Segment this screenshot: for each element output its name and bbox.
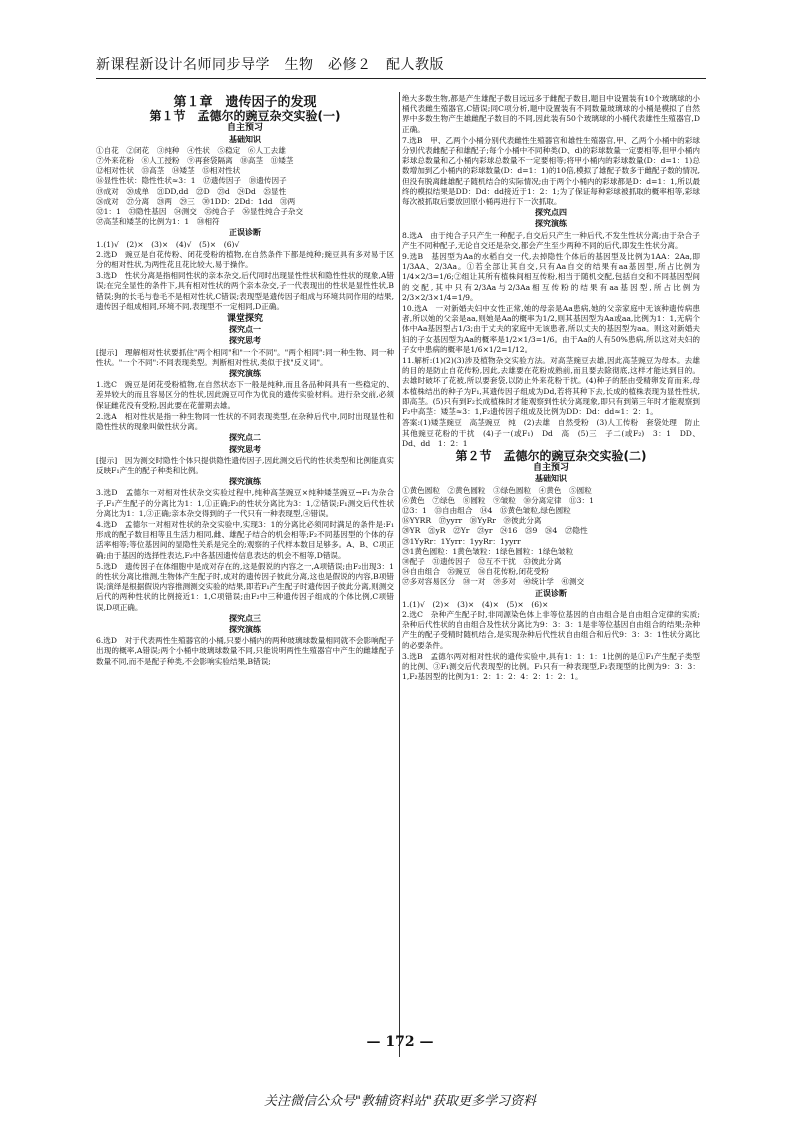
answer-paragraph: 3.选D 性状分离是指相同性状的亲本杂交,后代同时出现显性性状和隐性性状的现象,A错误;在完全显性的条件下,具有相对性状的两个亲本杂交,子一代表现出的性状是显性性状,B错误;狗的长毛与卷毛不是相对性状,C错误;表现型是遗传因子组成与环境共同作用的结果,遗传因子组成相同,环境不同,表现型不一定相同,D正确。 bbox=[96, 271, 394, 311]
heading-preview: 自主预习 bbox=[226, 123, 263, 134]
list-item: ㉖成对 ㉗分离 ㉘两 ㉙三 ㉚1DD：2Dd：1dd ㉛两 bbox=[96, 196, 296, 206]
answer-paragraph: 5.选D 遗传因子在体细胞中是成对存在的,这是假说的内容之一,A项错误;由F₂出现3：1的性状分离比推测,生物体产生配子时,成对的遗传因子彼此分离,这也是假说的内容,B项错误;演绎是根据假说内容推测测交实验的结果,即若F₁产生配子时遗传因子彼此分离,则测交后代的两种性状的比例接近1：1,C项错误;由F₂中三种遗传因子组成的个体比例,C项错误,D项正确。 bbox=[96, 561, 394, 612]
answer-paragraph: 绝大多数生物,都是产生雄配子数目远远多于雌配子数目,题目中设置装有10个玻璃球的小桶代表雌生殖器官,C错误;同C项分析,题中设置装有不同数量玻璃球的小桶是模拟了自然界中多数生物产生雄雌配子数目的不同,因此装有50个玻璃球的小桶代表雄性生殖器官,D正确。 bbox=[402, 94, 700, 134]
heading-explore-4: 探究点四 bbox=[535, 208, 567, 218]
heading-explore-3: 探究点三 bbox=[229, 613, 261, 623]
list-item: ⑫3：1 ⑬自由组合 ⑭4 ⑮黄色皱粒,绿色圆粒 bbox=[402, 505, 571, 515]
heading-think-2: 探究思考 bbox=[229, 444, 261, 454]
chapter-title: 第１章 遗传因子的发现 bbox=[173, 95, 317, 110]
list-item: ㉚配子 ㉛遗传因子 ㉜互不干扰 ㉝彼此分离 bbox=[402, 556, 562, 566]
list-item: ⑦外来花粉 ⑧人工授粉 ⑨再套袋隔离 ⑩高茎 ⑪矮茎 bbox=[96, 156, 294, 166]
section-title-2: 第２节 孟德尔的豌豆杂交实验(二) bbox=[455, 448, 647, 463]
answer-paragraph: 1.选C 豌豆是闭花受粉植物,在自然状态下一般是纯种,而且各品种间具有一些稳定的、差异较大的而且容易区分的性状,因此豌豆可作为优良的遗传实验材料。进行杂交前,必须保证雌花没有受粉,因此要在花蕾期去雄。 bbox=[96, 380, 394, 410]
list-item: ㉜1：1 ㉝隐性基因 ㉞测交 ㉟纯合子 ㊱显性纯合子杂交 bbox=[96, 207, 304, 217]
heading-explore-1: 探究点一 bbox=[229, 325, 261, 335]
tip-paragraph: [提示] 因为测交时隐性个体只提供隐性遗传因子,因此测交后代的性状类型和比例能真实反映F₁产生的配子种类和比例。 bbox=[96, 455, 394, 475]
section-title-1: 第１节 孟德尔的豌豆杂交实验(一) bbox=[149, 109, 341, 124]
right-column bbox=[402, 94, 700, 683]
list-item: ㊲多对容易区分 ㊳一对 ㊴多对 ㊵统计学 ㊶测交 bbox=[402, 577, 585, 587]
answer-paragraph: 9.选B 基因型为Aa的水稻自交一代,去掉隐性个体后的基因型及比例为1AA：2Aa,即1/3AA、2/3Aa。①若全部让其自交,只有Aa自交的结果有aa基因型,所占比例为1/4×2/3=1/6;②组让其所有植株间相互传粉,相当于随机交配,包括自交和不同基因型间的交配,其中只有2/3Aa与2/3Aa相互传粉的结果有aa基因型,所占比例为2/3×2/3×1/4=1/9。 bbox=[402, 252, 700, 302]
list-item: ⑯YYRR ⑰yyrr ⑱YyRr ⑲彼此分离 bbox=[402, 516, 542, 526]
answer-paragraph: 2.选D 豌豆是自花传粉、闭花受粉的植物,在自然条件下都是纯种;豌豆具有多对易于区分的相对性状,为两性花且花比较大,易于操作。 bbox=[96, 249, 394, 270]
heading-class-explore: 课堂探究 bbox=[226, 314, 263, 325]
heading-practice-3: 探究演练 bbox=[229, 624, 261, 634]
answer-paragraph: 3.选D 孟德尔一对相对性状杂交实验过程中,纯种高茎豌豆×纯种矮茎豌豆→F₁为杂合子,F₁产生配子的分离比为1：1,①正确;F₂的性状分离比为3：1,②错误;F₁测交后代性状分离比为1：1,③正确;亲本杂交得到的子一代只有一种表现型,④错误。 bbox=[96, 488, 394, 518]
answer-paragraph: 10.选A 一对新婚夫妇中女性正常,她的母亲是Aa患病,她的父亲家庭中无该种遗传病患者,所以她的父亲是aa,则她是Aa的概率为1/2,则其基因型为Aa或aa,比例为1：1,无病个体中Aa基因型占1/3;由于丈夫的家庭中无该患者,所以丈夫的基因型为aa。则这对新婚夫妇的子女基因型为Aa的概率是1/2×1/3=1/6。由于Aa的人有50%患病,所以这对夫妇的子女中患病的概率是1/6×1/2=1/12。 bbox=[402, 304, 700, 354]
heading-practice-2: 探究演练 bbox=[229, 477, 261, 487]
heading-practice-4: 探究演练 bbox=[535, 219, 567, 229]
heading-explore-2: 探究点二 bbox=[229, 433, 261, 443]
left-column bbox=[96, 94, 394, 668]
answer-paragraph: 2.选C 杂种产生配子时,非同源染色体上非等位基因的自由组合是自由组合定律的实质;杂种后代性状的自由组合及性状分离比为9：3：3：1是非等位基因自由组合的结果;杂种产生的配子受精时随机结合,是实现杂种后代性状自由组合和后代9：3：3：1性状分离比的必要条件。 bbox=[402, 609, 700, 650]
list-item: ㊲高茎和矮茎的比例为1：1 ㊳相符 bbox=[96, 217, 220, 227]
diagnosis-answers: 1.(1)√ (2)× (3)× (4)√ (5)× (6)√ bbox=[96, 239, 240, 249]
answer-paragraph: 11.解析:(1)(2)(3)涉及植物杂交实验方法。对高茎豌豆去雄,因此高茎豌豆为母本。去雄的目的是防止自花传粉,因此,去雄要在花粉成熟前,而且要去除彻底,这样才能达到目的。去雄时破坏了花被,所以要套袋,以防止外来花粉干扰。(4)种子的胚由受精卵发育而来,母本植株结出的种子为F₁,其遗传因子组成为Dd,若将其种下去,长成的植株表现为显性性状,即高茎。(5)只有到F₂长成植株时才能观察到性状分离现象,即只有到第三年时才能观察到F₂中高茎：矮茎≈3：1,F₂遗传因子组成及比例为DD：Dd：dd≈1：2：1。 bbox=[402, 356, 700, 417]
heading-diagnosis: 正误诊断 bbox=[229, 228, 261, 238]
list-item: ㉞自由组合 ㉟豌豆 ㊱自花传粉,闭花受粉 bbox=[402, 567, 549, 577]
list-item: ㉙1黄色圆粒：1黄色皱粒：1绿色圆粒：1绿色皱粒 bbox=[402, 546, 574, 556]
answer-paragraph: 8.选A 由于纯合子只产生一种配子,自交后只产生一种后代,不发生性状分离;由于杂合子产生不同种配子,无论自交还是杂交,都会产生至少两种不同的后代,即发生性状分离。 bbox=[402, 230, 700, 250]
page-number: — 172 — bbox=[366, 1034, 434, 1050]
answer-paragraph: 6.选D 对于代表两性生殖器官的小桶,只要小桶内的两种玻璃球数量相同就不会影响配子出现的概率,A错误;两个小桶中玻璃球数量不同,只能说明两性生殖器官中产生的雌雄配子数量不同,而不是配子种类,不会影响实验结果,B错误; bbox=[96, 636, 394, 666]
heading-preview-2: 自主预习 bbox=[532, 463, 569, 474]
list-item: ①自花 ②闭花 ③纯种 ④性状 ⑤稳定 ⑥人工去雄 bbox=[96, 145, 286, 155]
list-item: ⑯显性性状：隐性性状≈3：1 ⑰遗传因子 ⑱遗传因子 bbox=[96, 176, 287, 186]
list-item: ⑫相对性状 ⑬高茎 ⑭矮茎 ⑮相对性状 bbox=[96, 166, 241, 176]
heading-practice-1: 探究演练 bbox=[229, 369, 261, 379]
answer-paragraph: 4.选D 孟德尔一对相对性状的杂交实验中,实现3：1的分离比必须同时满足的条件是:F₁形成的配子数目相等且生活力相同,雌、雄配子结合的机会相等;F₂不同基因型的个体的存活率相等;等位基因间的显隐性关系是完全的;观察的子代样本数目足够多。A、B、C项正确;由于基因的选择性表达,F₂中各基因遗传信息表达的机会不相等,D错误。 bbox=[96, 519, 394, 560]
answer-paragraph: 7.选B 甲、乙两个小桶分别代表雌性生殖器官和雄性生殖器官,甲、乙两个小桶中的彩球分别代表雌配子和雄配子;每个小桶中不同种类(D、d)的彩球数量一定要相等,但甲小桶内彩球总数量和乙小桶内彩球总数量不一定要相等;将甲小桶内的彩球数量(D：d=1：1)总数增加到乙小桶内的彩球数量(D：d=1：1)的10倍,模拟了雄配子数多于雌配子数的情况,但没有脱离雌雄配子随机结合的实际情况;由于两个小桶内的彩球都是D：d=1：1,所以最终的模拟结果是DD：Dd：dd接近于1：2：1;为了保证每种彩球被抓取的概率相等,彩球每次被抓取后要放回原小桶再进行下一次抓取。 bbox=[402, 135, 700, 207]
heading-basic-2: 基础知识 bbox=[535, 474, 567, 484]
heading-think-1: 探究思考 bbox=[229, 336, 261, 346]
answer-paragraph: 3.选B 孟德尔两对相对性状的遗传实验中,具有1：1：1：1比例的是①F₁产生配子类型的比例、③F₁测交后代表现型的比例。F₁只有一种表现型,F₂表现型的比例为9：3：3：1,F₂基因型的比例为1：2：1：2：4：2：1：2：1。 bbox=[402, 651, 700, 682]
column-divider bbox=[399, 92, 400, 1057]
list-item: ⑥黄色 ⑦绿色 ⑧圆粒 ⑨皱粒 ⑩分离定律 ⑪3：1 bbox=[402, 495, 594, 505]
tip-paragraph: [提示] 理解相对性状要抓住"两个相同"和"一个不同"。"两个相同":同一种生物、同一种性状。"一个不同":不同表现类型。判断相对性状,类似于找"反义词"。 bbox=[96, 347, 394, 367]
basic-knowledge-list bbox=[96, 146, 394, 228]
list-item: ①黄色圆粒 ②黄色圆粒 ③绿色圆粒 ④黄色 ⑤圆粒 bbox=[402, 485, 592, 495]
heading-basic: 基础知识 bbox=[229, 134, 261, 144]
running-header: 新课程新设计名师同步导学 生物 必修２ 配人教版 bbox=[96, 52, 706, 79]
list-item: ⑲成对 ⑳成单 ㉑DD,dd ㉒D ㉓d ㉔Dd ㉕显性 bbox=[96, 186, 287, 196]
list-item: ㉘1YyRr：1Yyrr：1yyRr：1yyrr bbox=[402, 536, 521, 546]
basic-knowledge-list-2 bbox=[402, 486, 700, 588]
answer-paragraph: 答案:(1)矮茎豌豆 高茎豌豆 纯 (2)去雄 自然受粉 (3)人工传粉 套袋处理 防止其他豌豆花粉的干扰 (4)子一(或F₁) Dd 高 (5)三 子二(或F₂) 3：1 DD、Dd、dd 1：2：1 bbox=[402, 418, 700, 448]
list-item: ⑳YR ㉑yR ㉒Yr ㉓yr ㉔16 ㉕9 ㉖4 ㉗隐性 bbox=[402, 526, 588, 536]
diagnosis-answers: 1.(1)√ (2)× (3)× (4)× (5)× (6)× bbox=[402, 599, 549, 609]
answer-paragraph: 2.选A 相对性状是指一种生物同一性状的不同表现类型,在杂种后代中,同时出现显性和隐性性状的现象叫做性状分离。 bbox=[96, 411, 394, 432]
footer-note: 关注微信公众号"教辅资料站"获取更多学习资料 bbox=[264, 1094, 536, 1109]
heading-diagnosis-2: 正误诊断 bbox=[535, 588, 567, 598]
